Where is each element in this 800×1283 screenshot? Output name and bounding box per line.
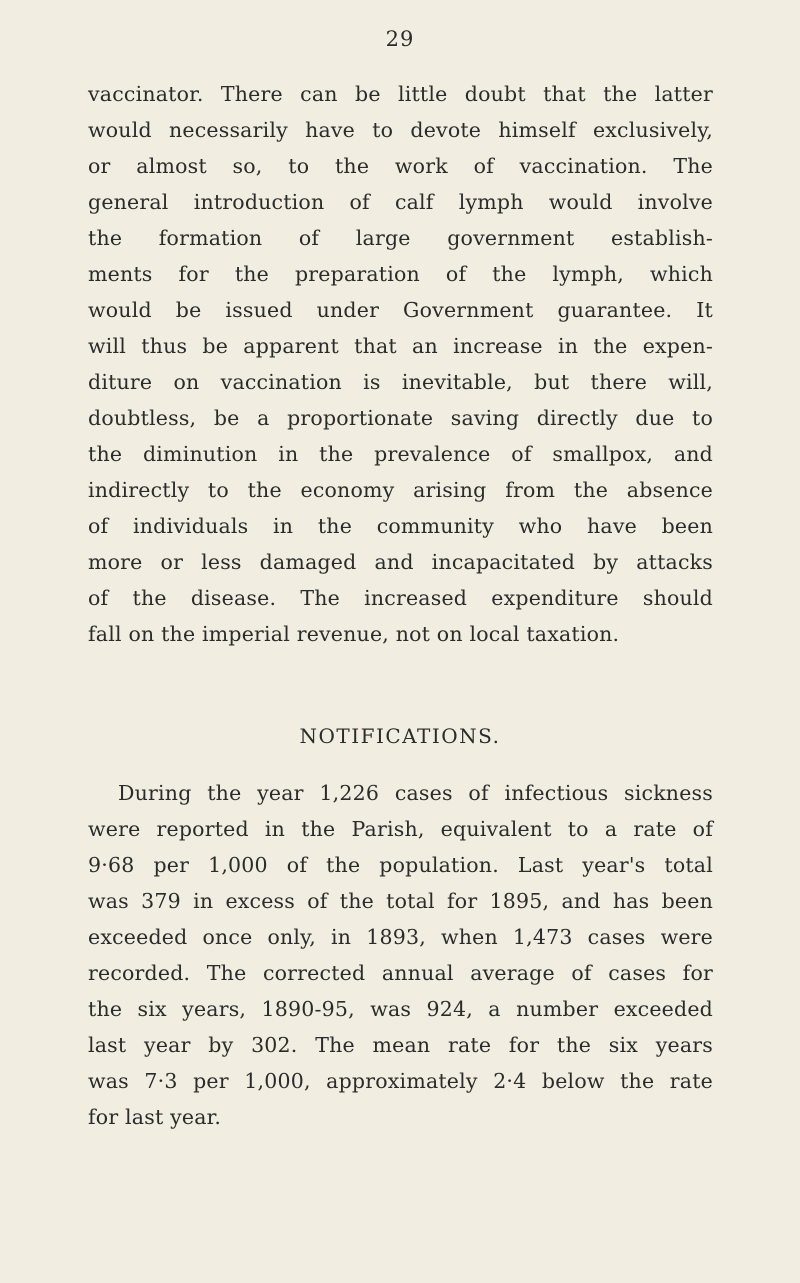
text-line: ments for the preparation of the lymph, which [88,262,713,286]
section-heading: NOTIFICATIONS. [299,724,501,748]
text-line: the formation of large government establish- [88,226,713,250]
text-line: or almost so, to the work of vaccination. The [88,154,713,178]
text-line: of the disease. The increased expenditure should [88,586,713,610]
text-line: vaccinator. There can be little doubt that the latter [88,82,713,106]
text-line: 9·68 per 1,000 of the population. Last year's total [88,853,713,877]
page-number: 29 [385,27,415,51]
text-line: the diminution in the prevalence of smallpox, and [88,442,713,466]
text-line: was 7·3 per 1,000, approximately 2·4 below the rate [88,1069,713,1093]
text-line: would be issued under Government guarantee. It [88,298,713,322]
text-line: were reported in the Parish, equivalent to a rate of [88,817,713,841]
text-line: of individuals in the community who have been [88,514,713,538]
text-line: was 379 in excess of the total for 1895, and has been [88,889,713,913]
text-line: During the year 1,226 cases of infectious sickness [118,781,713,805]
text-line: exceeded once only, in 1893, when 1,473 cases were [88,925,713,949]
text-line: general introduction of calf lymph would involve [88,190,713,214]
text-line: recorded. The corrected annual average of cases for [88,961,713,985]
text-line: more or less damaged and incapacitated by attacks [88,550,713,574]
text-line: would necessarily have to devote himself exclusively, [88,118,713,142]
text-line: last year by 302. The mean rate for the six years [88,1033,713,1057]
text-line: doubtless, be a proportionate saving directly due to [88,406,713,430]
text-line: diture on vaccination is inevitable, but there will, [88,370,713,394]
text-line: for last year. [88,1105,222,1129]
text-line: the six years, 1890-95, was 924, a number exceeded [88,997,713,1021]
text-line: fall on the imperial revenue, not on local taxation. [88,622,620,646]
text-line: indirectly to the economy arising from the absence [88,478,713,502]
text-line: will thus be apparent that an increase in the expen- [88,334,713,358]
